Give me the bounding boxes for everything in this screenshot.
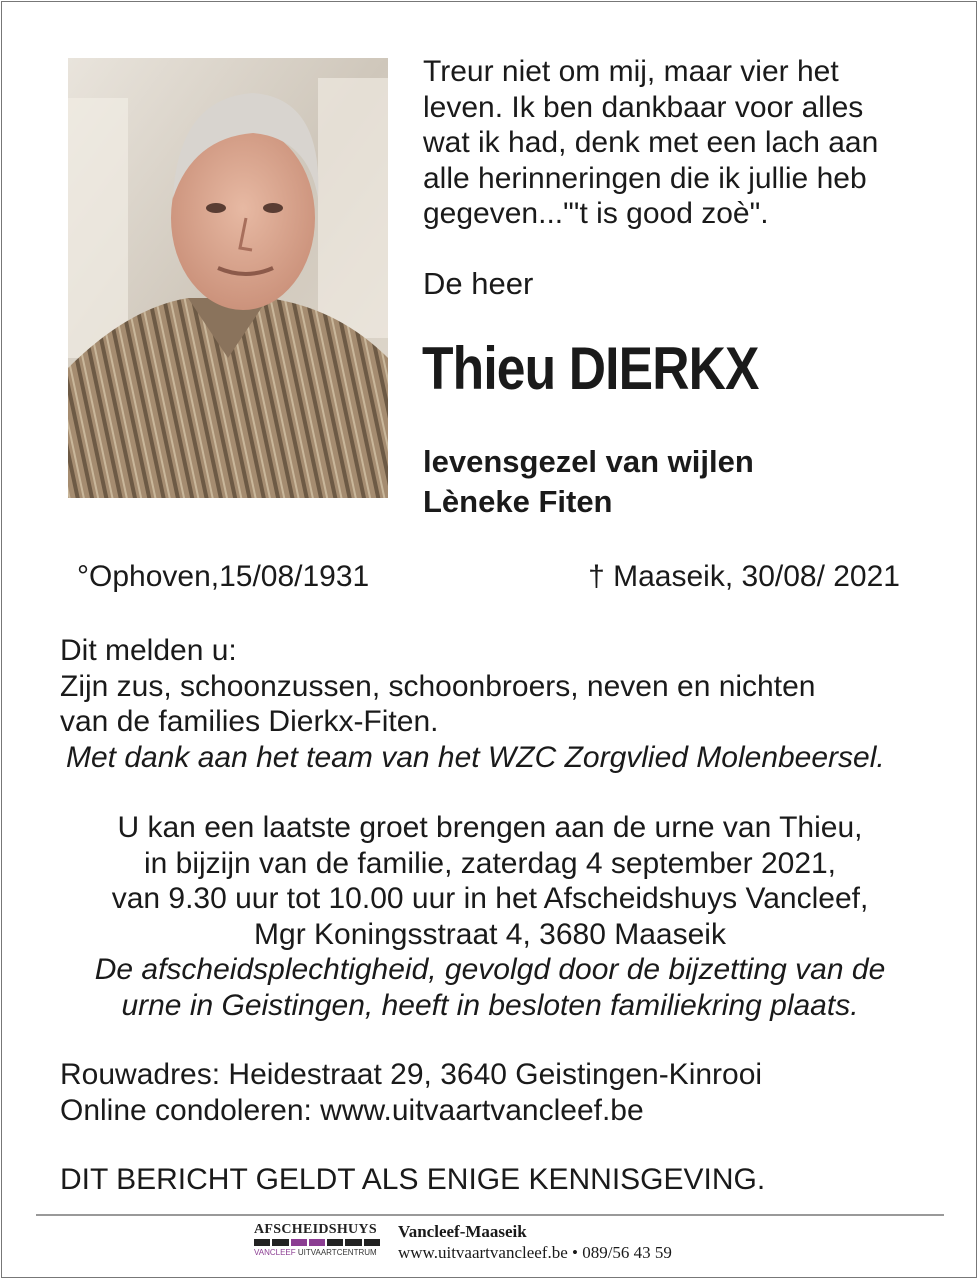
logo-bar <box>254 1239 380 1246</box>
service-line: van 9.30 uur tot 10.00 uur in het Afscheidshuys Vancleef, <box>111 882 869 915</box>
partner-line: Lèneke Fiten <box>423 484 613 519</box>
quote-line: leven. Ik ben dankbaar voor alles <box>423 90 864 124</box>
death-info: † Maaseik, 30/08/ 2021 <box>588 560 900 593</box>
announcement-line: Zijn zus, schoonzussen, schoonbroers, neven en nichten <box>60 669 816 703</box>
honorific: De heer <box>423 266 534 301</box>
partner-line: levensgezel van wijlen <box>423 444 754 479</box>
quote-line: gegeven..."'t is good zoè". <box>423 197 769 230</box>
service-details <box>40 810 940 1023</box>
service-line: U kan een laatste groet brengen aan de urne van Thieu, <box>117 811 863 844</box>
service-line: in bijzijn van de familie, zaterdag 4 september 2021, <box>143 846 837 880</box>
logo-subtitle <box>254 1248 377 1257</box>
partner-info <box>423 442 754 522</box>
ceremony-line: urne in Geistingen, heeft in besloten familiekring plaats. <box>121 988 859 1022</box>
birth-info: °Ophoven,15/08/1931 <box>77 560 370 593</box>
announcement <box>60 633 885 775</box>
footer-divider <box>36 1214 944 1216</box>
portrait-photo <box>68 58 388 498</box>
memorial-quote <box>423 54 943 232</box>
notice-statement: DIT BERICHT GELDT ALS ENIGE KENNISGEVING. <box>60 1163 766 1196</box>
ceremony-line: De afscheidsplechtigheid, gevolgd door de bijzetting van de <box>94 953 886 986</box>
company-name: Vancleef-Maaseik <box>398 1222 527 1241</box>
logo-wordmark: AFSCHEIDSHUYS <box>254 1222 377 1237</box>
quote-line: wat ik had, denk met een lach aan <box>423 126 879 159</box>
company-contact[interactable]: www.uitvaartvancleef.be • 089/56 43 59 <box>398 1243 672 1262</box>
logo-sub-rest: UITVAARTCENTRUM <box>297 1248 377 1257</box>
quote-line: alle herinneringen die ik jullie heb <box>423 161 867 195</box>
funeral-home-logo <box>254 1222 380 1260</box>
mourning-address: Rouwadres: Heidestraat 29, 3640 Geistingen-Kinrooi <box>60 1058 763 1091</box>
footer-contact <box>398 1222 672 1264</box>
announcement-line: van de families Dierkx-Fiten. <box>60 705 439 738</box>
online-condolence-link[interactable]: Online condoleren: www.uitvaartvancleef.be <box>60 1093 644 1127</box>
announcement-line: Dit melden u: <box>60 634 237 667</box>
thanks-line: Met dank aan het team van het WZC Zorgvlied Molenbeersel. <box>66 740 885 774</box>
logo-sub-brand: VANCLEEF <box>254 1248 296 1257</box>
portrait-icon <box>68 58 388 498</box>
quote-line: Treur niet om mij, maar vier het <box>423 55 839 88</box>
contact-info <box>60 1057 762 1128</box>
deceased-name: Thieu DIERKX <box>422 335 759 402</box>
service-line: Mgr Koningsstraat 4, 3680 Maaseik <box>254 917 726 951</box>
